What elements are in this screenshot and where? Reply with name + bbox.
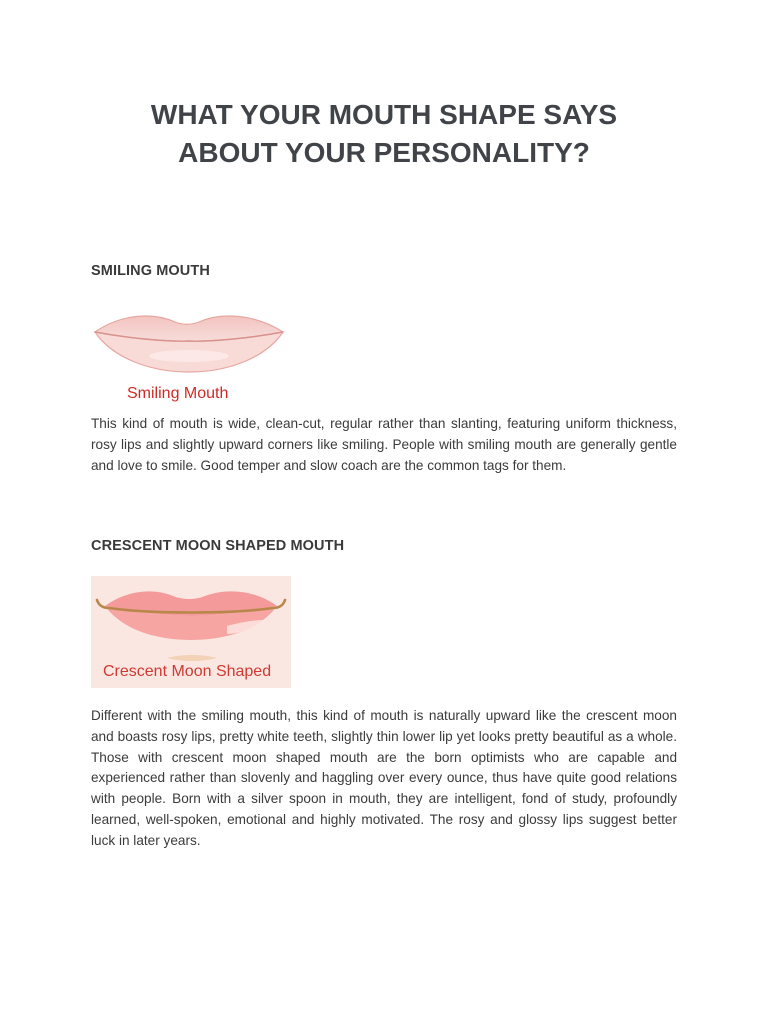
smiling-mouth-paragraph: This kind of mouth is wide, clean-cut, regular rather than slanting, featuring uniform thickness, rosy lips and slightly upward corners like smiling. People with smiling mouth are generally gentle and love to smile. Good temper and slow coach are the common tags for them. <box>91 416 677 473</box>
page-title-line-1: WHAT YOUR MOUTH SHAPE SAYS <box>150 99 618 130</box>
page-title <box>0 96 768 172</box>
crescent-moon-mouth-caption: Crescent Moon Shaped <box>103 663 272 680</box>
crescent-moon-mouth-paragraph: Different with the smiling mouth, this kind of mouth is naturally upward like the crescent moon and boasts rosy lips, pretty white teeth, slightly thin lower lip yet looks pretty beautiful as a whole. Those with crescent moon shaped mouth are the born optimists who are capable and experienced rather than slovenly and haggling over every ounce, thus have quite good relations with people. Born with a silver spoon in mouth, they are intelligent, fond of study, profoundly learned, well-spoken, emotional and highly motivated. The rosy and glossy lips suggest better luck in later years. <box>91 708 677 848</box>
section-heading-smiling-mouth: SMILING MOUTH <box>91 263 210 279</box>
section-heading-crescent-moon-mouth: CRESCENT MOON SHAPED MOUTH <box>91 538 345 554</box>
smiling-mouth-figure <box>91 308 287 410</box>
page-title-line-2: ABOUT YOUR PERSONALITY? <box>178 137 590 168</box>
smiling-mouth-caption: Smiling Mouth <box>127 385 229 402</box>
crescent-moon-mouth-figure <box>91 576 291 688</box>
crescent-moon-lips-illustration <box>91 576 291 666</box>
smiling-mouth-lips-illustration <box>91 308 287 388</box>
